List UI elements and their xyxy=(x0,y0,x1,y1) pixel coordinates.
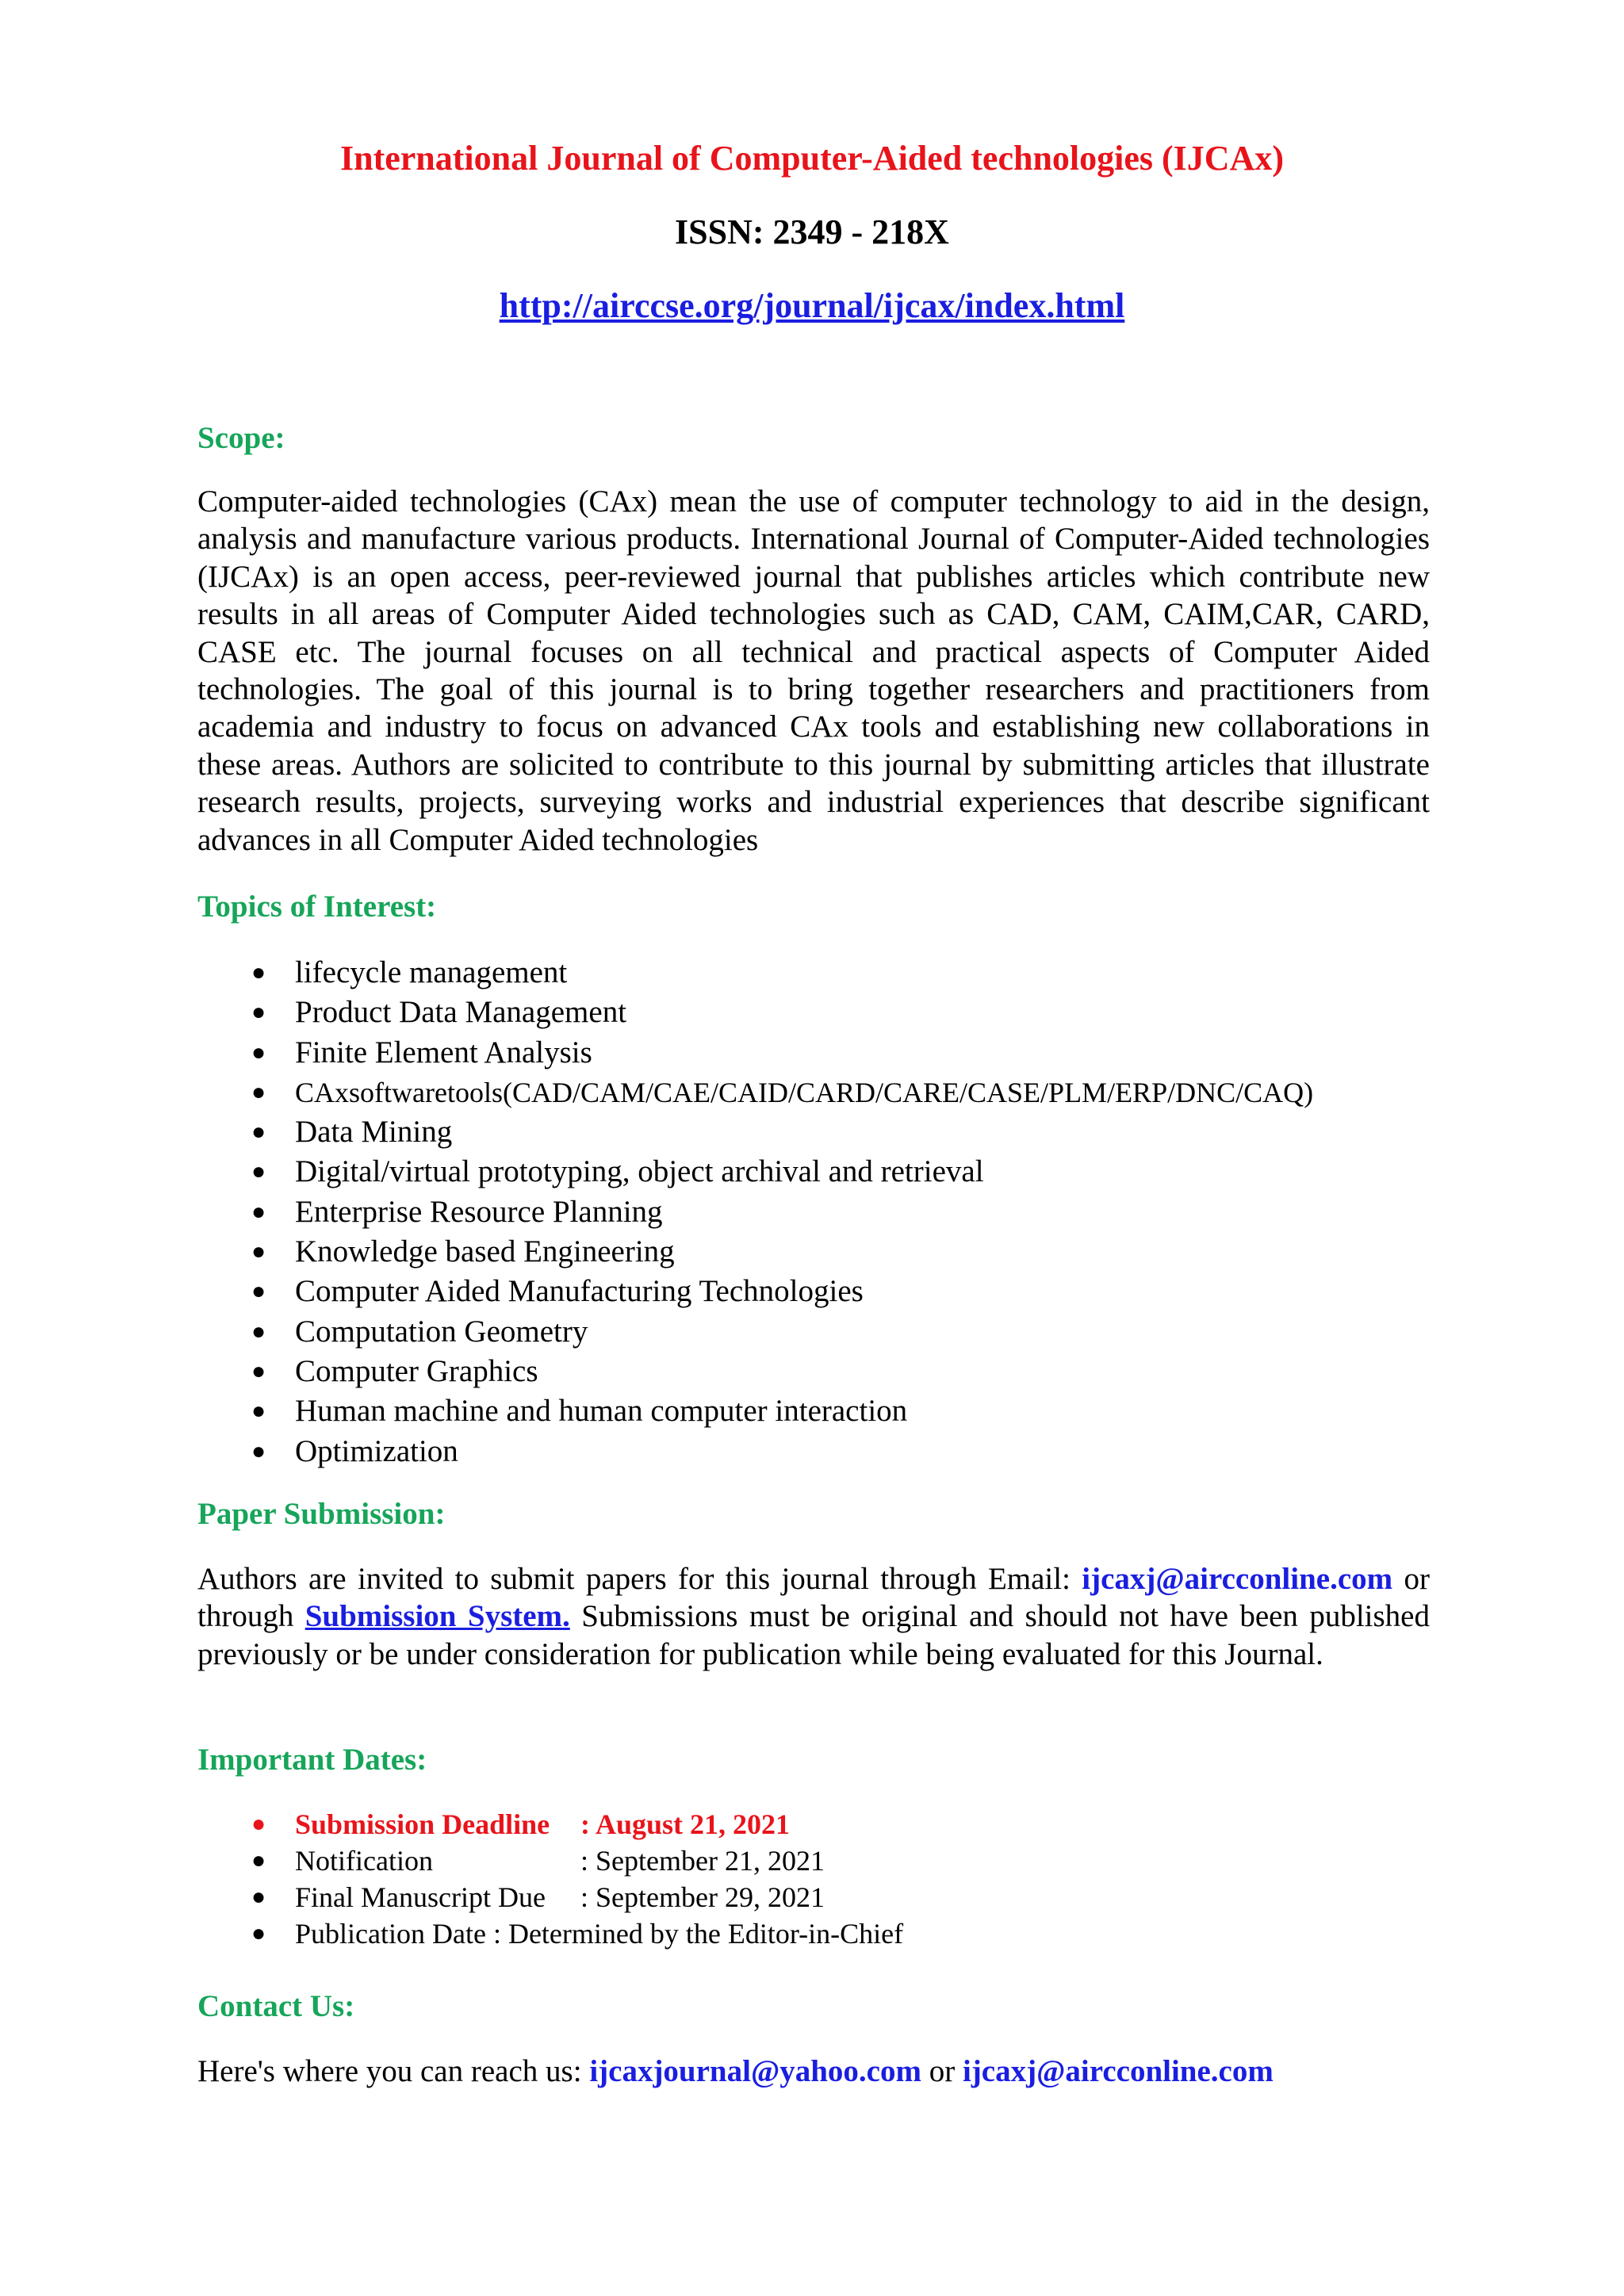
bullet-icon: ● xyxy=(251,1078,266,1105)
list-item: ● Product Data Management xyxy=(197,993,1466,1032)
scope-heading: Scope: xyxy=(197,421,285,455)
bullet-icon: ● xyxy=(251,1920,266,1946)
list-item: ● Computer Graphics xyxy=(197,1352,1466,1391)
list-item: ● Enterprise Resource Planning xyxy=(197,1192,1466,1232)
dates-list xyxy=(197,1806,1466,1952)
bullet-icon: ● xyxy=(251,1198,266,1225)
dates-heading: Important Dates: xyxy=(197,1743,427,1777)
list-item: ● lifecycle management xyxy=(197,953,1466,993)
date-label: Publication Date xyxy=(295,1918,486,1950)
bullet-icon: ● xyxy=(251,1811,266,1837)
journal-url-link[interactable]: http://airccse.org/journal/ijcax/index.html xyxy=(499,286,1125,325)
scope-paragraph: Computer-aided technologies (CAx) mean the use of computer technology to aid in the design, analysis and manufacture various products. International Journal of Computer-Aided technologies (IJCAx) is an open access, peer-reviewed journal that publishes articles which contribute new results in all areas of Computer Aided technologies such as CAD, CAM, CAIM,CAR, CARD, CASE etc. The journal focuses on all technical and practical aspects of Computer Aided technologies. The goal of this journal is to bring together researchers and practitioners from academia and industry to focus on advanced CAx tools and establishing new collaborations in these areas. Authors are solicited to contribute to this journal by submitting articles that illustrate research results, projects, surveying works and industrial experiences that describe significant advances in all Computer Aided technologies xyxy=(197,484,1430,857)
contact-heading: Contact Us: xyxy=(197,1989,355,2023)
journal-title: International Journal of Computer-Aided technologies (IJCAx) xyxy=(340,139,1284,178)
list-item xyxy=(197,1915,1466,1952)
bullet-icon: ● xyxy=(251,1119,266,1146)
list-item: ● Human machine and human computer interaction xyxy=(197,1391,1466,1431)
list-item xyxy=(197,1806,1466,1843)
bullet-icon: ● xyxy=(251,1398,266,1425)
bullet-icon: ● xyxy=(251,1847,266,1873)
list-item: ● Computer Aided Manufacturing Technologies xyxy=(197,1272,1466,1311)
bullet-icon: ● xyxy=(251,1357,266,1384)
date-label: Final Manuscript Due xyxy=(295,1881,546,1913)
list-item: ● Finite Element Analysis xyxy=(197,1033,1466,1073)
contact-paragraph xyxy=(197,2053,1430,2090)
date-label: Submission Deadline xyxy=(295,1808,550,1840)
date-value: : August 21, 2021 xyxy=(580,1808,791,1840)
list-item: ● Knowledge based Engineering xyxy=(197,1232,1466,1272)
bullet-icon: ● xyxy=(251,1318,266,1345)
bullet-icon: ● xyxy=(251,1884,266,1910)
bullet-icon: ● xyxy=(251,1437,266,1464)
list-item: ● Computation Geometry xyxy=(197,1312,1466,1352)
submission-system-link[interactable]: Submission System. xyxy=(304,1599,570,1634)
list-item xyxy=(197,1879,1466,1915)
bullet-icon: ● xyxy=(251,1039,266,1066)
bullet-icon: ● xyxy=(251,999,266,1026)
list-item xyxy=(197,1843,1466,1879)
contact-or: or xyxy=(921,2054,963,2088)
contact-email-airc-link[interactable]: ijcaxj@aircconline.com xyxy=(962,2054,1274,2088)
list-item: ● Optimization xyxy=(197,1432,1466,1471)
submission-heading: Paper Submission: xyxy=(197,1497,446,1531)
submission-or-through: or through xyxy=(197,1562,1431,1634)
submission-text-after: Submissions must be original and should not have been published previously or be under consideration for publication while being evaluated for this Journal. xyxy=(197,1599,1430,1671)
issn: ISSN: 2349 - 218X xyxy=(675,212,949,251)
date-value: : September 21, 2021 xyxy=(580,1845,825,1877)
bullet-icon: ● xyxy=(251,959,266,985)
bullet-icon: ● xyxy=(251,1158,266,1185)
submission-email-link[interactable]: ijcaxj@aircconline.com xyxy=(1082,1562,1393,1596)
submission-paragraph xyxy=(197,1560,1430,1673)
topics-heading: Topics of Interest: xyxy=(197,890,437,924)
bullet-icon: ● xyxy=(251,1278,266,1305)
list-item: ● Data Mining xyxy=(197,1112,1466,1152)
bullet-icon: ● xyxy=(251,1238,266,1265)
list-item: ● Digital/virtual prototyping, object archival and retrieval xyxy=(197,1152,1466,1192)
contact-email-yahoo-link[interactable]: ijcaxjournal@yahoo.com xyxy=(589,2054,921,2088)
date-value: : September 29, 2021 xyxy=(580,1881,825,1913)
contact-text: Here's where you can reach us: xyxy=(197,2054,590,2088)
topics-list xyxy=(197,953,1466,1471)
date-value: : Determined by the Editor-in-Chief xyxy=(492,1918,904,1950)
date-label: Notification xyxy=(295,1845,433,1877)
list-item: ● CAxsoftwaretools(CAD/CAM/CAE/CAID/CARD/CARE/CASE/PLM/ERP/DNC/CAQ) xyxy=(197,1073,1466,1112)
submission-text: Authors are invited to submit papers for this journal through Email: xyxy=(197,1562,1082,1596)
